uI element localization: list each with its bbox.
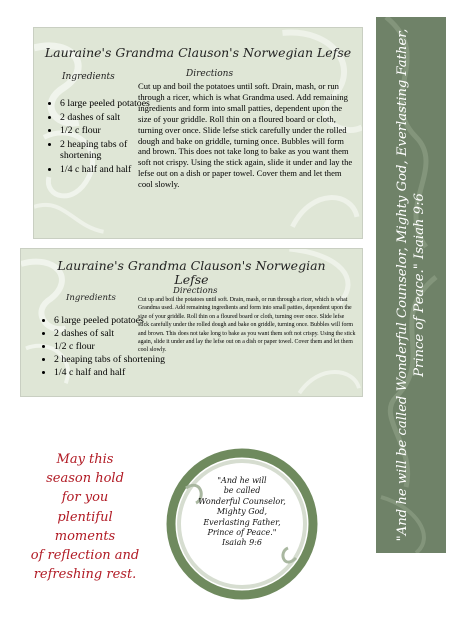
seal-line: Everlasting Father, (203, 517, 281, 527)
recipe-title: Lauraine's Grandma Clauson's Norwegian Lefse (44, 45, 352, 60)
blessing-message (10, 450, 160, 584)
list-item: • 2 heaping tabs of shortening (54, 354, 169, 365)
directions-text: Cut up and boil the potatoes until soft. Drain, mash, or run through a ricer, which is what Grandma used. Add remaining ingredients and form into small patties, dependent upon the size of your griddle. Roll thin on a floured board or cloth, turning over once. Slide lefse stick carefully under the rolled dough and bake on griddle, turning once. Bubbles will form and brown. This does not take long to bake as you want them soft not crispy. Using the stick again, slide it under and lay the lefse out on a dish or paper towel. Cover them and let them cool slowly. (138, 297, 356, 354)
list-item: • 1/2 c flour (60, 125, 165, 137)
list-item: • 1/2 c flour (54, 341, 169, 352)
list-item: • 2 dashes of salt (60, 112, 165, 124)
directions-heading: Directions (173, 286, 218, 296)
blessing-line: May this (56, 452, 114, 467)
seal-line: Wonderful Counselor, (198, 496, 286, 506)
seal-line: be called (223, 486, 261, 496)
list-item: • 1/4 c half and half (60, 164, 165, 176)
list-item: • 2 dashes of salt (54, 328, 169, 339)
blessing-line: plentiful (57, 509, 113, 525)
scripture-seal (166, 448, 318, 600)
scripture-bookmark (376, 17, 446, 553)
list-item: • 1/4 c half and half (54, 367, 169, 378)
seal-line: "And he will (217, 476, 267, 485)
seal-line: Prince of Peace." (207, 528, 277, 538)
recipe-card-small (20, 248, 363, 397)
blessing-line: for you (61, 490, 109, 506)
seal-line: Isaiah 9:6 (222, 538, 262, 548)
list-item: • 6 large peeled potatoes (54, 315, 169, 326)
blessing-line: refreshing rest. (33, 567, 137, 583)
ingredients-heading: Ingredients (62, 72, 115, 82)
ingredients-heading: Ingredients (66, 293, 116, 303)
bookmark-verse: "And he will be called Wonderful Counselor, Mighty God, Everlasting Father, Prince of Peace." Isaiah 9:6 (395, 28, 427, 542)
blessing-line: moments (54, 528, 116, 544)
blessing-line: of reflection and (30, 548, 140, 564)
seal-line: Mighty God, (216, 507, 268, 517)
directions-text: Cut up and boil the potatoes until soft. Drain, mash, or run through a ricer, which is what Grandma used. Add remaining ingredients and form into small patties, dependent upon the size of your griddle. Roll thin on a floured board or cloth, turning over once. Slide lefse stick carefully under the rolled dough and bake on griddle, turning once. Bubbles will form and brown. This does not take long to bake as you want them soft not crispy. Using the stick again, slide it under and lay the lefse out on a dish or paper towel. Cover them and let them cool slowly. (138, 81, 353, 190)
recipe-title: Lauraine's Grandma Clauson's Norwegian Lefse (57, 258, 326, 287)
seal-verse (186, 476, 298, 549)
directions-heading: Directions (186, 69, 234, 79)
blessing-line: season hold (46, 471, 124, 487)
recipe-card-large (33, 27, 363, 239)
list-item: • 2 heaping tabs of shortening (60, 139, 165, 162)
list-item: • 6 large peeled potatoes (60, 98, 165, 110)
